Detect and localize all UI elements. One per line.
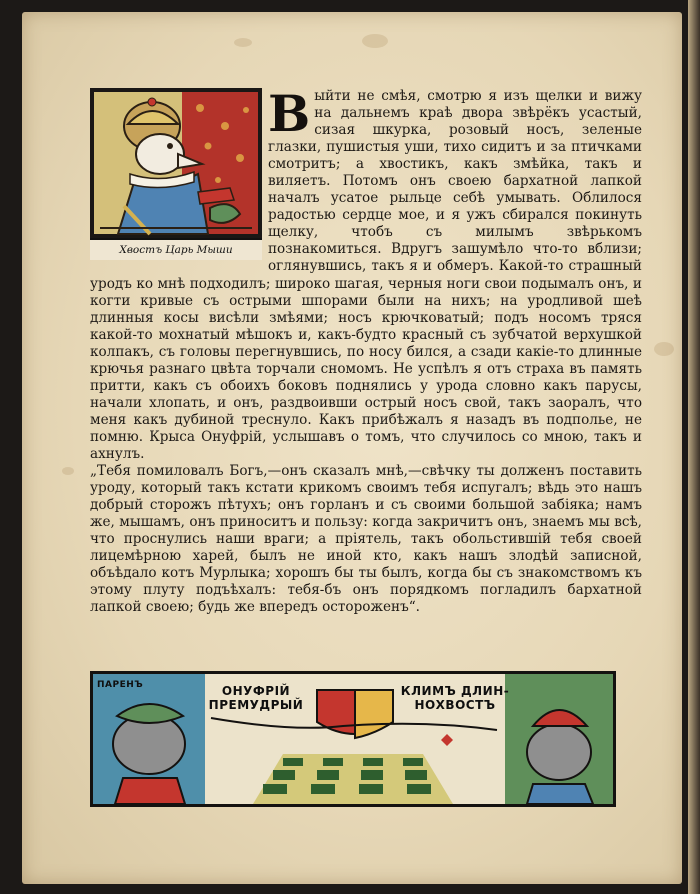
banner-right-title-line2: НОХВОСТЪ xyxy=(414,698,496,712)
paragraph-first: ыйти не смѣя, смотрю я изъ щелки и вижу на дальнемъ краѣ двора звѣрёкъ усастый, сизая шкурка, розовый носъ, зеленые глазки, пушистыя уши, тихо сидитъ и за птичками смотритъ; а хвостикъ, какъ змѣйка, такъ и виляетъ. Потомъ онъ своею бархатной лапкой началъ усатое рыльце себѣ умывать. Облилося радостью сердце мое, и я ужъ сбирался покинуть щелку, чтобъ съ милымъ звѣрькомъ познакомиться. Вдругъ зашумѣло что-то вблизи; оглянувшись, такъ я и обмеръ. Какой-то страшный уродъ ко мнѣ подходилъ; широко шагая, черныя ноги свои подымалъ онъ, и когти кривые съ острыми шпорами были на нихъ; на уродливой шеѣ длинныя косы висѣли змѣями; носъ крючковатый; подъ носомъ тряся какой-то мохнатый мѣшокъ и, какъ-будто красный съ зубчатой верхушкой колпакъ, съ головы перегнувшись, по носу бился, а сзади какіе-то длинные крючья разнаго цвѣта торчали сномомъ. Не успѣлъ я отъ страха въ память притти, какъ съ обоихъ боковъ поднялись у урода словно какъ парусы, начали хлопать, и онъ, раздвоивши острый носъ свой, такъ заоралъ, что меня какъ дубиной треснуло. Какъ прибѣжалъ я назадъ въ подполье, не помню. Крыса Онуфрій, услышавъ о томъ, что случилось со мною, такъ и ахнулъ. xyxy=(90,88,642,462)
bottom-banner-illustration xyxy=(90,671,616,807)
book-edge xyxy=(688,0,700,894)
page-stain xyxy=(234,38,252,47)
page-stain xyxy=(62,467,74,475)
banner-left-title-line1: ОНУФРІЙ xyxy=(221,684,291,698)
page-stain xyxy=(362,34,388,48)
banner-scene xyxy=(93,674,613,804)
banner-corner-label: ПАРЕНЪ xyxy=(97,680,144,690)
illustration-caption: Хвостъ Царь Мыши xyxy=(90,238,262,260)
drop-cap: В xyxy=(268,84,311,143)
banner-right-title-line1: КЛИМЪ ДЛИН- xyxy=(400,684,510,698)
paragraph-second: „Тебя помиловалъ Богъ,—онъ сказалъ мнѣ,—свѣчку ты долженъ поставить уроду, который такъ кстати крикомъ своимъ тебя испугалъ; вѣдь это нашъ добрый сторожъ пѣтухъ; онъ горланъ и съ своими большой забіяка; намъ же, мышамъ, онъ приноситъ и пользу: когда закричитъ онъ, знаемъ мы всѣ, что проснулись наши враги; а пріятель, такъ обольстившій тебя своей лицемѣрною харей, былъ не иной кто, какъ нашъ злодѣй записной, объѣдало котъ Мурлыка; хорошъ бы ты былъ, когда бы съ знакомствомъ къ этому плуту подъѣхалъ: тебя-бъ онъ порядкомъ погладилъ бархатной лапкой своею; будь же впередъ остороженъ“. xyxy=(90,463,642,616)
mouse-king-illustration xyxy=(90,88,262,260)
page-text xyxy=(90,84,642,616)
banner-left-title-line2: ПРЕМУДРЫЙ xyxy=(208,698,304,712)
page-stain xyxy=(654,342,674,356)
chapter-illustration xyxy=(90,88,262,260)
